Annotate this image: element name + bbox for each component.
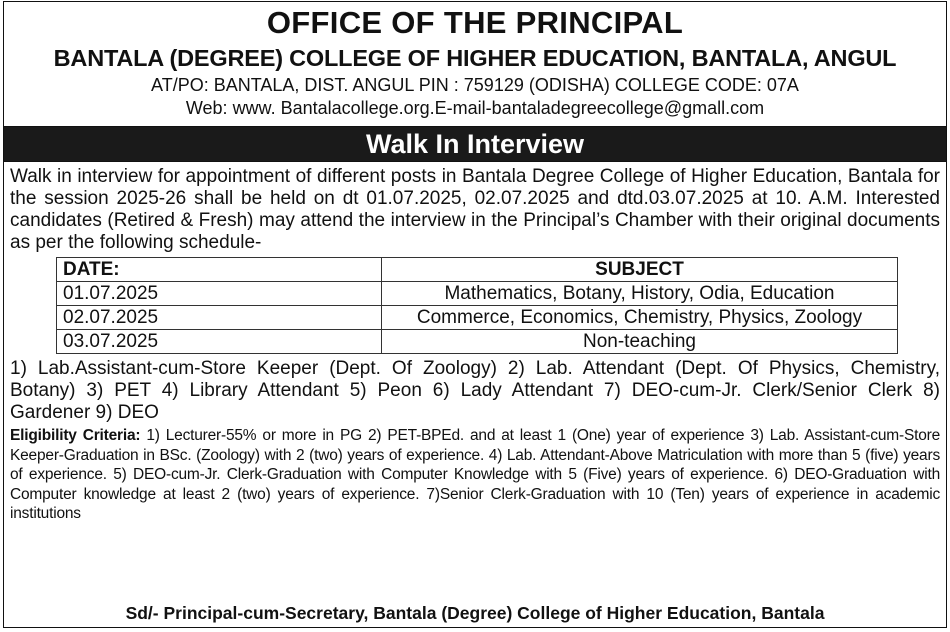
- table-row: [57, 330, 898, 354]
- subject-column-header: SUBJECT: [382, 258, 898, 282]
- schedule-table: [56, 257, 898, 354]
- schedule-subject: Mathematics, Botany, History, Odia, Education: [382, 282, 898, 306]
- signature-line: Sd/- Principal-cum-Secretary, Bantala (Degree) College of Higher Education, Bantala: [125, 603, 825, 623]
- walk-in-interview-banner: Walk In Interview: [4, 126, 946, 162]
- table-row: [57, 282, 898, 306]
- schedule-date: 03.07.2025: [57, 330, 382, 354]
- college-name: BANTALA (DEGREE) COLLEGE OF HIGHER EDUCATION, BANTALA, ANGUL: [53, 45, 897, 71]
- schedule-date: 02.07.2025: [57, 306, 382, 330]
- college-address: AT/PO: BANTALA, DIST. ANGUL PIN : 759129 (ODISHA) COLLEGE CODE: 07A: [151, 75, 799, 95]
- eligibility-label: Eligibility Criteria:: [10, 427, 141, 444]
- eligibility-text: 1) Lecturer-55% or more in PG 2) PET-BPEd. and at least 1 (One) year of experience 3) Lab. Assistant-cum-Store Keeper-Graduation in BSc. (Zoology) with 2 (two) years of experience. 4) Lab. Attendant-Above Matriculation with more than 5 (five) years of experience. 5) DEO-cum-Jr. Clerk-Graduation with Computer Knowledge with 5 (Five) years of experience. 6) DEO-Graduation with Computer knowledge at least 2 (two) years of experience. 7)Senior Clerk-Graduation with 10 (Ten) years of experience in academic institutions: [10, 427, 940, 522]
- college-web-email: Web: www. Bantalacollege.org.E-mail-bantaladegreecollege@gmall.com: [185, 98, 765, 118]
- intro-paragraph: Walk in interview for appointment of different posts in Bantala Degree College of Higher Education, Bantala for the session 2025-26 shall be held on dt 01.07.2025, 02.07.2025 and dtd.03.07.2025 at 10. A.M. Interested candidates (Retired & Fresh) may attend the interview in the Principal’s Chamber with their original documents as per the following schedule-: [10, 166, 940, 253]
- date-column-header: DATE:: [57, 258, 382, 282]
- notice-page: [3, 1, 947, 628]
- schedule-subject: Commerce, Economics, Chemistry, Physics, Zoology: [382, 306, 898, 330]
- schedule-date: 01.07.2025: [57, 282, 382, 306]
- eligibility-criteria: [4, 424, 946, 524]
- office-heading: OFFICE OF THE PRINCIPAL: [266, 5, 684, 40]
- schedule-subject: Non-teaching: [382, 330, 898, 354]
- table-row: [57, 306, 898, 330]
- posts-list: 1) Lab.Assistant-cum-Store Keeper (Dept. Of Zoology) 2) Lab. Attendant (Dept. Of Physics, Chemistry, Botany) 3) PET 4) Library Attendant 5) Peon 6) Lady Attendant 7) DEO-cum-Jr. Clerk/Senior Clerk 8) Gardener 9) DEO: [10, 358, 940, 423]
- schedule-header-row: [57, 258, 898, 282]
